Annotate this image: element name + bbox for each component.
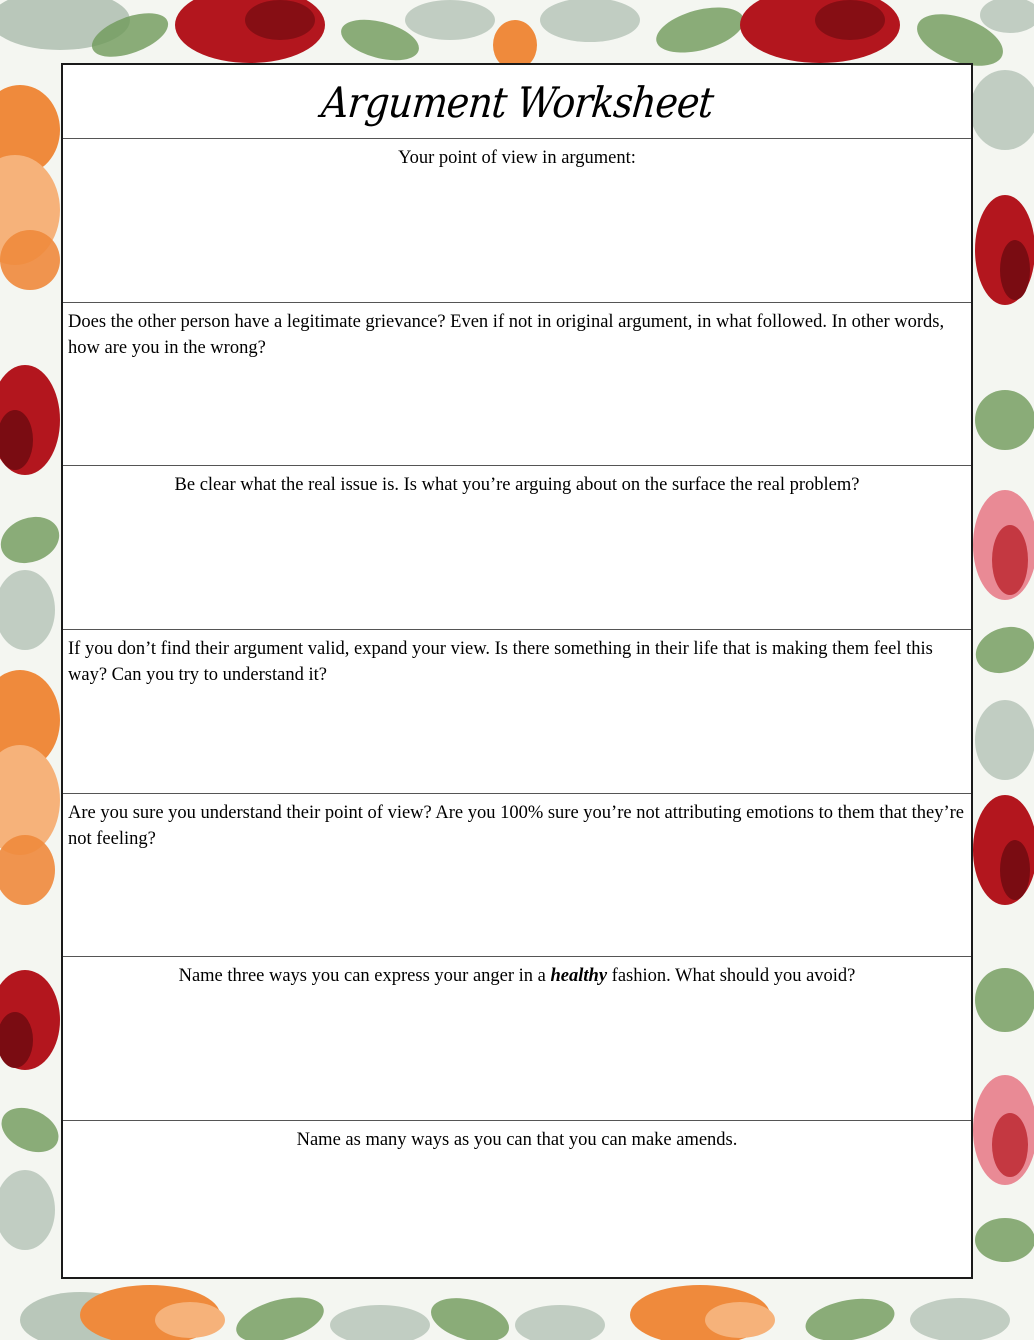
emphasis-word: healthy (550, 966, 608, 987)
prompt-text-part: fashion. What should you avoid? (607, 966, 856, 987)
prompt-text: If you don’t find their argument valid, expand your view. Is there something in their life that is making them feel this way? Can you try to understand it? (68, 639, 933, 686)
floral-right (969, 70, 1034, 1262)
worksheet-page (61, 63, 973, 1279)
prompt-text: Be clear what the real issue is. Is what you’re arguing about on the surface the real problem? (174, 475, 860, 496)
worksheet-title: Argument Worksheet (319, 77, 715, 127)
prompt-text: Your point of view in argument: (398, 148, 636, 168)
floral-bottom (20, 1285, 1010, 1340)
prompt-text: Are you sure you understand their point of view? Are you 100% sure you’re not attributing emotions to them that they’re not feeling? (68, 802, 965, 849)
prompt-section[interactable] (63, 1121, 971, 1285)
prompt-section[interactable] (63, 794, 971, 958)
title-row (63, 65, 971, 139)
prompt-section[interactable] (63, 466, 971, 630)
prompt-section[interactable] (63, 957, 971, 1121)
prompt-section[interactable] (63, 139, 971, 303)
prompt-section[interactable] (63, 303, 971, 467)
prompt-text-part: Name three ways you can express your anger in a (178, 966, 551, 987)
prompt-section[interactable] (63, 630, 971, 794)
floral-left (0, 85, 66, 1250)
prompt-text: Name as many ways as you can that you can make amends. (296, 1130, 738, 1151)
prompt-text: Does the other person have a legitimate grievance? Even if not in original argument, in what followed. In other words, how are you in the wrong? (68, 311, 945, 358)
